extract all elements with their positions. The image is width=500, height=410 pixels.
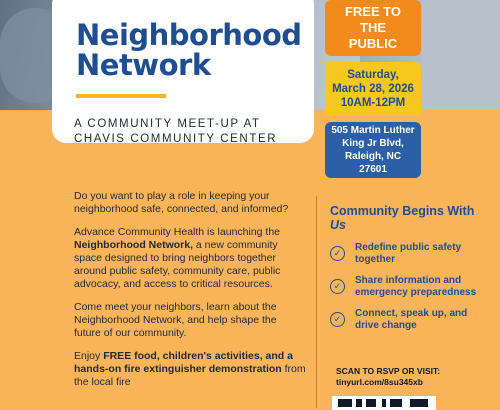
date-date: March 28, 2026: [332, 83, 414, 95]
p2-text: Advance Community Health is launching the: [74, 226, 281, 238]
p2-bold: Neighborhood Network,: [74, 239, 193, 251]
community-sidebar: [330, 204, 490, 341]
p2-text-end: a new community space designed to bring neighbors together around public safety, community care, public advocacy, and access to critical resources.: [74, 239, 281, 290]
header-photo-right: [422, 0, 500, 110]
body-paragraph-3: Come meet your neighbors, learn about the Neighborhood Network, and help shape the future of our community.: [74, 301, 277, 339]
address-text: 505 Martin Luther King Jr Blvd, Raleigh, NC 27601: [331, 125, 415, 175]
p4-text: Enjoy: [74, 350, 104, 362]
body-paragraph-4: [74, 350, 306, 389]
rsvp-info: [336, 366, 440, 388]
title-line-1: Neighborhood: [76, 18, 302, 52]
date-time: 10AM-12PM: [340, 97, 406, 109]
title-line-2: Network: [76, 48, 211, 82]
sidebar-item-2: [330, 275, 490, 298]
sidebar-item-label: Redefine public safety together: [355, 242, 462, 265]
sidebar-heading-text: Community Begins With: [330, 204, 475, 218]
rsvp-link[interactable]: tinyurl.com/8su345xb: [336, 377, 423, 387]
date-badge: [325, 62, 421, 116]
event-subtitle: A COMMUNITY MEET-UP AT CHAVIS COMMUNITY CENTER: [74, 118, 278, 145]
check-circle-icon: ✓: [330, 246, 345, 261]
address-badge: [325, 122, 421, 178]
sidebar-item-1: [330, 242, 490, 265]
sidebar-item-label: Share information and emergency preparedness: [355, 275, 477, 298]
page-title: [76, 18, 302, 82]
body-paragraph-1: Do you want to play a role in keeping your neighborhood safe, connected, and informed?: [74, 190, 289, 215]
sidebar-item-3: [330, 308, 490, 331]
sidebar-heading-em: Us: [330, 218, 346, 232]
free-badge: [325, 0, 421, 56]
date-day: Saturday,: [347, 69, 399, 81]
p4-text-end: from the local fire: [74, 363, 306, 388]
check-circle-icon: ✓: [330, 312, 345, 327]
column-divider: [316, 196, 317, 408]
body-text: [74, 190, 306, 399]
free-badge-text: FREE TO THE PUBLIC: [344, 4, 402, 51]
rsvp-label: SCAN TO RSVP OR VISIT:: [336, 366, 441, 376]
sidebar-heading: [330, 204, 490, 232]
sidebar-item-label: Connect, speak up, and drive change: [355, 308, 468, 331]
title-underline: [76, 94, 166, 98]
body-paragraph-2: [74, 226, 306, 291]
p4-bold: FREE food, children's activities, and a hands-on fire extinguisher demonstration: [74, 350, 293, 375]
check-circle-icon: ✓: [330, 279, 345, 294]
